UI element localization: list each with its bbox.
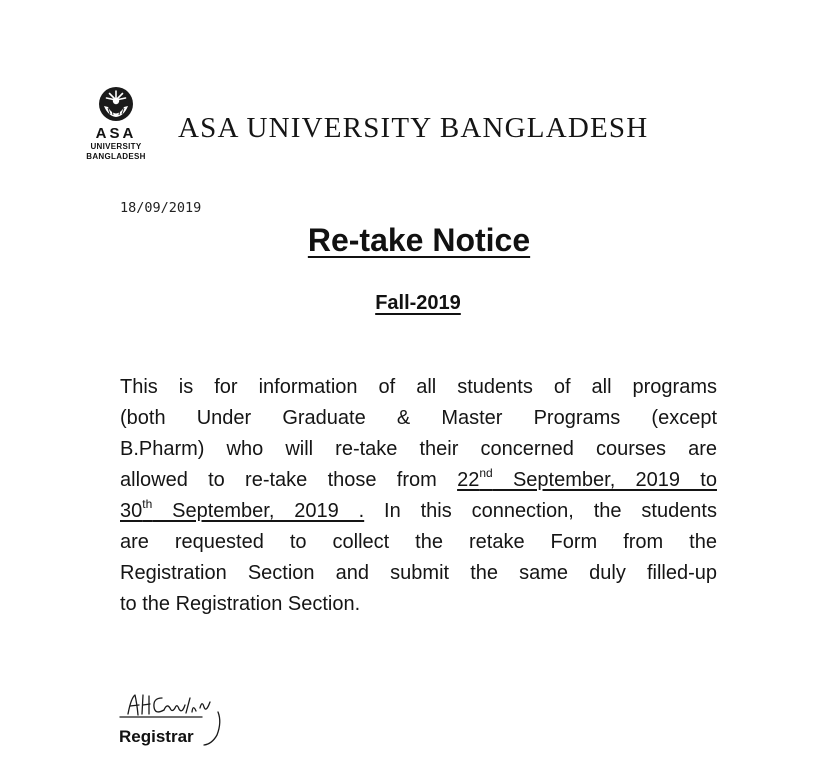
body-line: B.Pharm) who will re-take their concerned courses are (120, 438, 717, 460)
signatory-title: Registrar (119, 727, 194, 746)
university-name: ASA UNIVERSITY BANGLADESH (178, 112, 649, 144)
body-line-end-date (120, 496, 717, 527)
end-date-suffix: th (142, 497, 153, 511)
body-line: are requested to collect the retake Form from the (120, 531, 717, 553)
end-date (120, 497, 365, 522)
notice-title-wrap (0, 222, 816, 259)
logo-subtitle-university: UNIVERSITY (90, 142, 142, 151)
end-date-rest: September, 2019 . (152, 500, 365, 522)
asa-emblem-icon (96, 84, 136, 124)
end-date-day: 30 (120, 500, 143, 522)
notice-date: 18/09/2019 (120, 200, 202, 216)
body-text-fragment: allowed to re-take those from (120, 469, 458, 491)
notice-body (120, 372, 717, 620)
start-date (457, 466, 717, 491)
body-line: (both Under Graduate & Master Programs (except (120, 407, 717, 429)
start-date-day: 22 (457, 469, 480, 491)
body-line: to the Registration Section. (120, 593, 361, 615)
semester-label: Fall-2019 (375, 292, 461, 314)
start-date-rest: September, 2019 to (492, 469, 717, 491)
notice-title: Re-take Notice (307, 222, 531, 258)
body-line-start-date (120, 465, 717, 496)
university-logo (84, 84, 148, 162)
logo-subtitle-bangladesh: BANGLADESH (86, 152, 146, 161)
start-date-suffix: nd (479, 466, 493, 480)
logo-wordmark: ASA (95, 125, 137, 142)
body-text-fragment: In this connection, the students (364, 500, 717, 522)
semester-wrap (0, 292, 816, 315)
body-line: This is for information of all students of all programs (120, 376, 717, 398)
body-line: Registration Section and submit the same duly filled-up (120, 562, 717, 584)
